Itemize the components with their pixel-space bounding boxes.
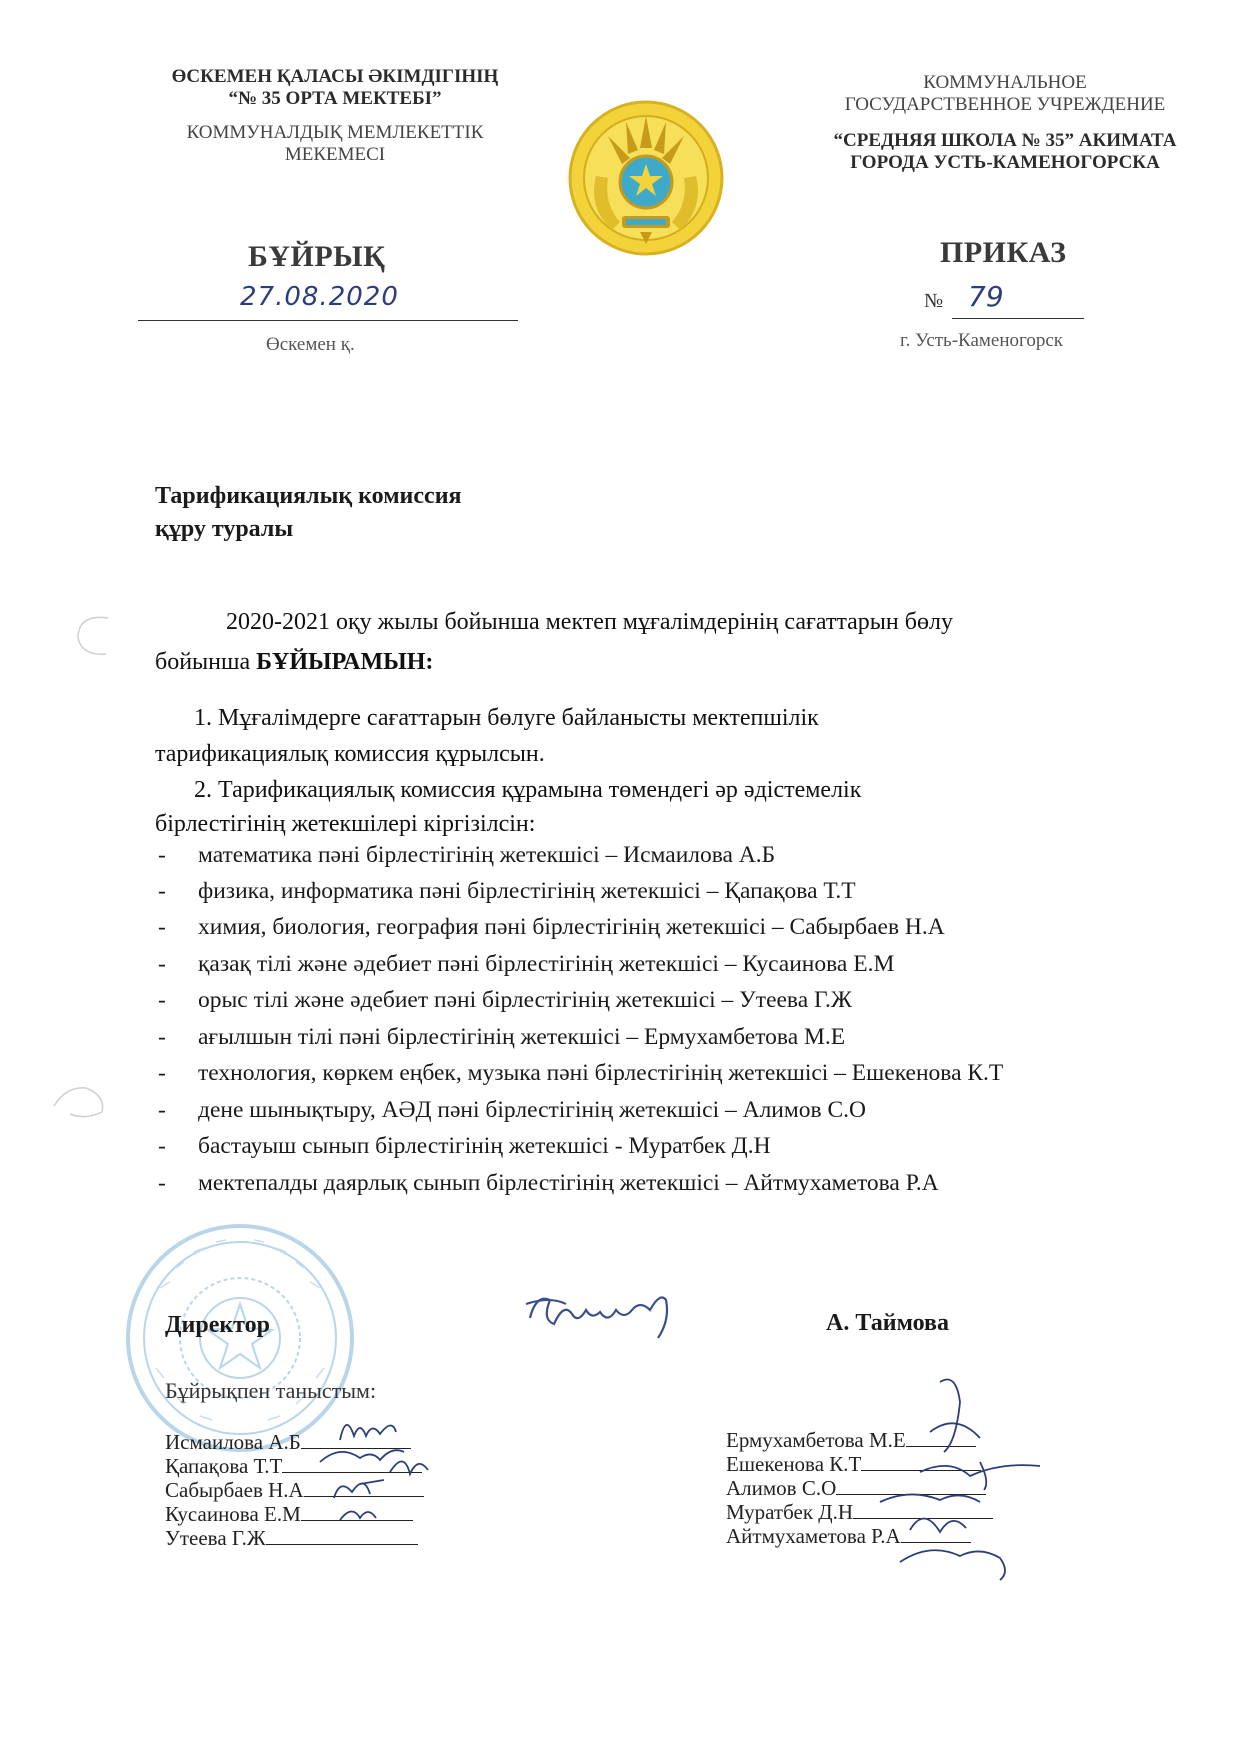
item1-line2: тарификациялық комиссия құрылсын. (155, 741, 545, 767)
state-emblem-icon (566, 98, 726, 258)
preamble-line1: 2020-2021 оқу жылы бойынша мектеп мұғалімдерінің сағаттарын бөлу (226, 609, 953, 635)
list-item-text: орыс тілі және әдебиет пәні бірлестігінің жетекшісі – Утеева Г.Ж (198, 987, 852, 1013)
preamble-command: БҰЙЫРАМЫН: (256, 649, 434, 675)
list-item-text: химия, биология, география пәні бірлестігінің жетекшісі – Сабырбаев Н.А (198, 914, 945, 940)
header-right-block (800, 72, 1210, 174)
header-right-line2: ГОСУДАРСТВЕННОЕ УЧРЕЖДЕНИЕ (844, 94, 1166, 115)
header-left-line3: КОММУНАЛДЫҚ МЕМЛЕКЕТТІК (186, 122, 484, 143)
list-item-text: технология, көркем еңбек, музыка пәні бірлестігінің жетекшісі – Ешекенова К.Т (198, 1060, 1004, 1086)
header-left-block (130, 66, 540, 166)
acknowledgement-row: Кусаинова Е.М (165, 1502, 424, 1526)
item1-line1: 1. Мұғалімдерге сағаттарын бөлуге байланысты мектепшілік (194, 705, 819, 731)
acknowledgement-title: Бұйрықпен таныстым: (165, 1378, 377, 1403)
punch-hole-mark-icon (68, 610, 118, 660)
subject-line2: құру туралы (155, 516, 294, 542)
date-underline (138, 320, 518, 321)
list-item-text: ағылшын тілі пәні бірлестігінің жетекшісі – Ермухамбетова М.Е (198, 1024, 846, 1050)
acknowledgement-row: Қапақова Т.Т (165, 1454, 424, 1478)
subject-line1: Тарификациялық комиссия (155, 483, 462, 509)
number-underline (952, 318, 1084, 319)
director-signature-icon (520, 1280, 700, 1350)
acknowledgement-row: Сабырбаев Н.А (165, 1478, 424, 1502)
number-prefix: № (924, 290, 944, 312)
signature-role: Директор (165, 1312, 270, 1338)
header-right-line4: ГОРОДА УСТЬ-КАМЕНОГОРСКА (850, 152, 1160, 173)
header-left-line4: МЕКЕМЕСІ (284, 144, 386, 165)
acknowledgement-row: Утеева Г.Ж (165, 1526, 424, 1550)
handwritten-date: 27.08.2020 (240, 282, 399, 312)
acknowledgement-signatures-left-icon (300, 1400, 500, 1560)
city-right: г. Усть-Каменогорск (900, 330, 1064, 351)
acknowledgement-row: Исмаилова А.Б (165, 1430, 424, 1454)
list-item-text: дене шынықтыру, АӘД пәні бірлестігінің жетекшісі – Алимов С.О (198, 1097, 866, 1123)
list-item-text: математика пәні бірлестігінің жетекшісі – Исмаилова А.Б (198, 842, 776, 868)
order-subject (155, 480, 462, 546)
acknowledgement-signatures-right-icon (860, 1372, 1100, 1592)
preamble-line2 (155, 646, 433, 679)
item2-line2: бірлестігінің жетекшілері кіргізілсін: (155, 811, 536, 837)
punch-hole-mark-icon (46, 1076, 116, 1126)
acknowledgement-row: Айтмухаметова Р.А (726, 1524, 993, 1548)
list-item-text: физика, информатика пәні бірлестігінің жетекшісі – Қапақова Т.Т (198, 878, 856, 904)
list-item-text: бастауыш сынып бірлестігінің жетекшісі - Муратбек Д.Н (198, 1133, 771, 1159)
doc-type-right: ПРИКАЗ (940, 236, 1067, 269)
item2-line1: 2. Тарификациялық комиссия құрамына төмендегі әр әдістемелік (194, 777, 862, 803)
acknowledgement-row: Алимов С.О (726, 1476, 993, 1500)
header-right-line3: “СРЕДНЯЯ ШКОЛА № 35” АКИМАТА (833, 130, 1177, 151)
header-right-line1: КОММУНАЛЬНОЕ (923, 72, 1087, 93)
acknowledgement-row: Ермухамбетова М.Е (726, 1428, 993, 1452)
city-left: Өскемен қ. (266, 334, 355, 355)
doc-type-left: БҰЙРЫҚ (248, 240, 386, 273)
acknowledgement-row: Ешекенова К.Т (726, 1452, 993, 1476)
preamble-prefix: бойынша (155, 649, 257, 675)
list-item-text: қазақ тілі және әдебиет пәні бірлестігінің жетекшісі – Кусаинова Е.М (198, 951, 895, 977)
handwritten-number: 79 (968, 280, 1004, 313)
list-item-text: мектепалды даярлық сынып бірлестігінің жетекшісі – Айтмухаметова Р.А (198, 1170, 939, 1196)
acknowledgement-row: Муратбек Д.Н (726, 1500, 993, 1524)
header-left-line2: “№ 35 ОРТА МЕКТЕБІ” (228, 88, 442, 109)
signature-name: А. Таймова (826, 1310, 949, 1336)
header-left-line1: ӨСКЕМЕН ҚАЛАСЫ ӘКІМДІГІНІҢ (171, 66, 499, 87)
